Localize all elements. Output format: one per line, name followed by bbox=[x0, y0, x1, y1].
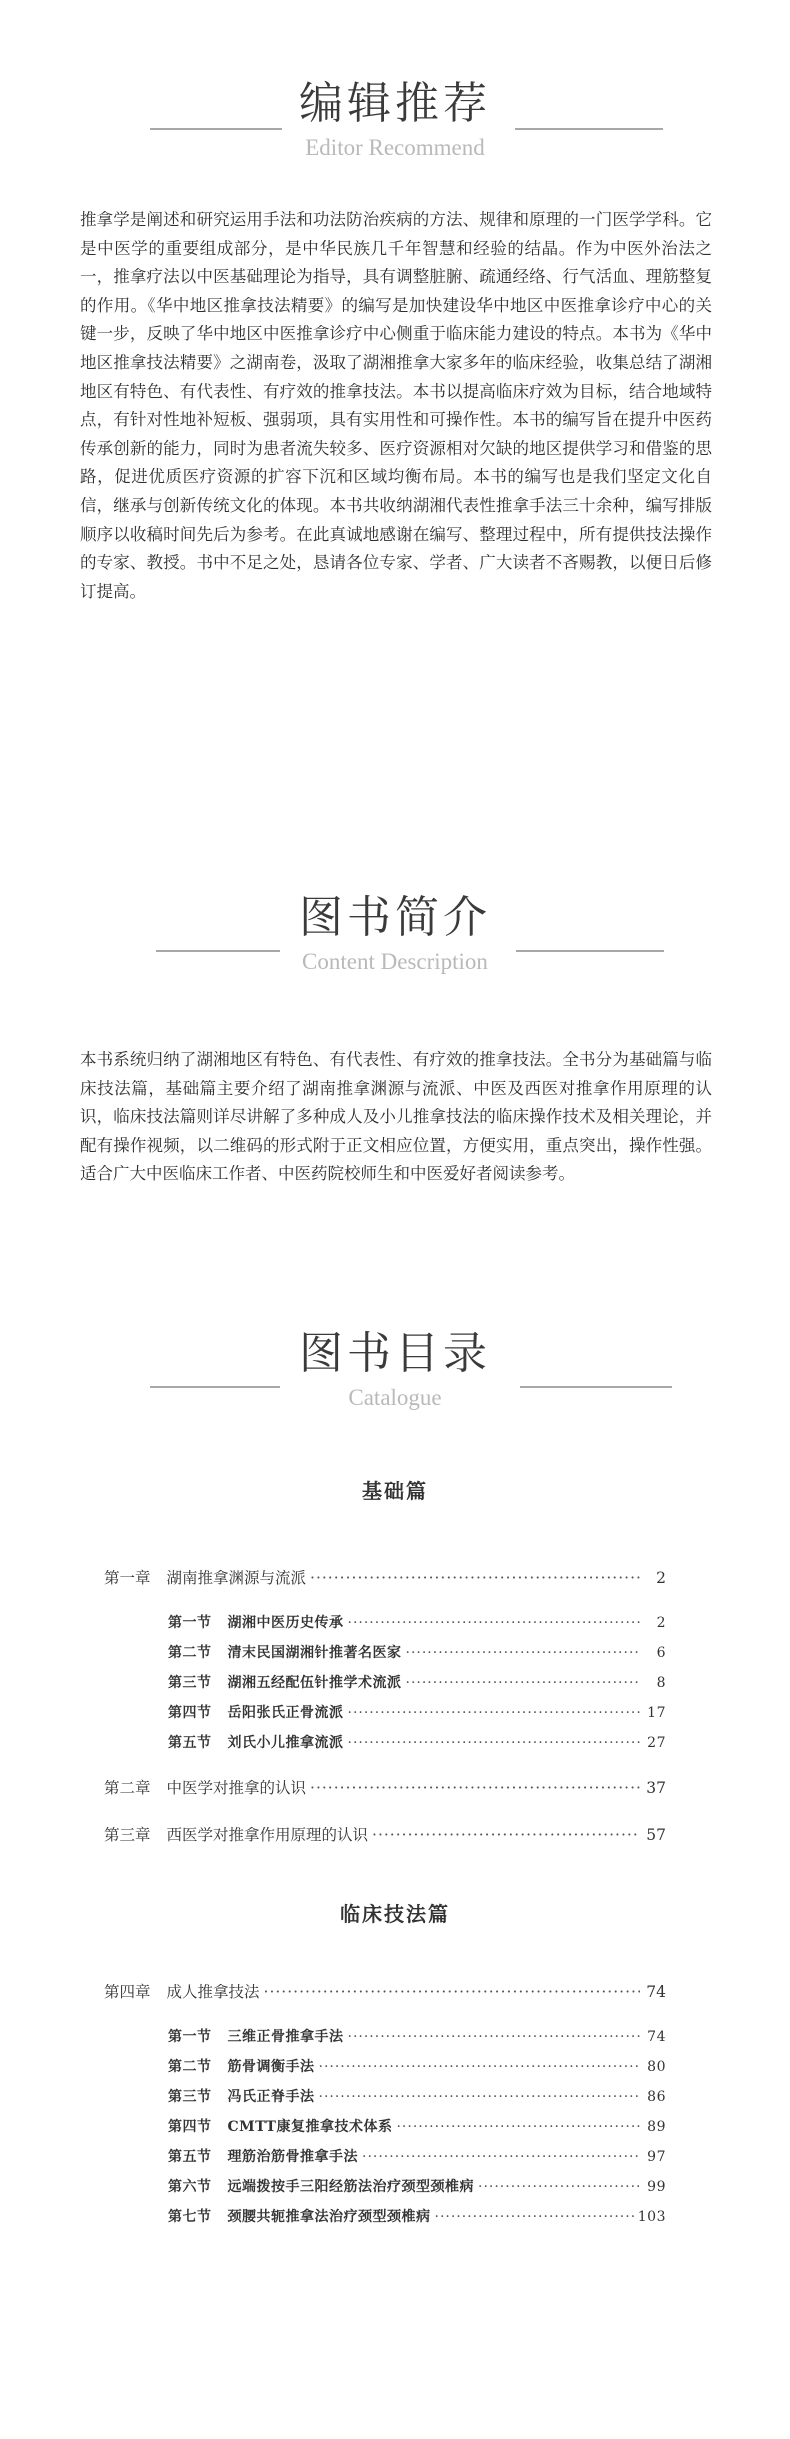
section-number: 第三节 bbox=[168, 2089, 212, 2105]
editor-recommend-subtitle: Editor Recommend bbox=[305, 135, 485, 160]
leader-dots bbox=[406, 1675, 641, 1691]
toc-section[interactable] bbox=[168, 2056, 666, 2076]
leader-dots bbox=[396, 2119, 640, 2135]
leader-dots bbox=[372, 1826, 640, 1844]
leader-dots bbox=[319, 2089, 641, 2105]
page-number: 103 bbox=[637, 2209, 666, 2225]
section-number: 第四节 bbox=[168, 1705, 212, 1721]
editor-recommend-header bbox=[0, 76, 790, 176]
toc-section[interactable] bbox=[168, 2086, 666, 2106]
page-number: 57 bbox=[646, 1826, 666, 1844]
page-number: 99 bbox=[647, 2179, 666, 2195]
page-number: 86 bbox=[647, 2089, 666, 2105]
section-title: 颈腰共轭推拿法治疗颈型颈椎病 bbox=[227, 2209, 431, 2225]
section-number: 第二节 bbox=[168, 2059, 212, 2075]
toc-section[interactable] bbox=[168, 2146, 666, 2166]
toc-chapter[interactable] bbox=[104, 1566, 666, 1588]
chapter-title: 成人推拿技法 bbox=[166, 1983, 260, 2001]
leader-dots bbox=[310, 1779, 640, 1797]
section-number: 第二节 bbox=[168, 1645, 212, 1661]
section-title: 清末民国湖湘针推著名医家 bbox=[227, 1645, 402, 1661]
page-number: 17 bbox=[647, 1705, 666, 1721]
section-number: 第四节 bbox=[168, 2119, 212, 2135]
content-description-subtitle: Content Description bbox=[302, 949, 488, 974]
section-title: 冯氏正脊手法 bbox=[227, 2089, 315, 2105]
section-title: 湖湘五经配伍针推学术流派 bbox=[227, 1675, 402, 1691]
section-title: 远端拨按手三阳经筋法治疗颈型颈椎病 bbox=[227, 2179, 474, 2195]
chapter-title: 湖南推拿渊源与流派 bbox=[166, 1569, 307, 1587]
toc-section[interactable] bbox=[168, 2176, 666, 2196]
editor-recommend-text: 推拿学是阐述和研究运用手法和功法防治疾病的方法、规律和原理的一门医学学科。它是中医学的重要组成部分，是中华民族几千年智慧和经验的结晶。作为中医外治法之一，推拿疗法以中医基础理论为指导，具有调整脏腑、疏通经络、行气活血、理筋整复的作用。《华中地区推拿技法精要》的编写是加快建设华中地区中医推拿诊疗中心的关键一步，反映了华中地区中医推拿诊疗中心侧重于临床能力建设的特点。本书为《华中地区推拿技法精要》之湖南卷，汲取了湖湘推拿大家多年的临床经验，收集总结了湖湘地区有特色、有代表性、有疗效的推拿技法。本书以提高临床疗效为目标，结合地域特点，有针对性地补短板、强弱项，具有实用性和可操作性。本书的编写旨在提升中医药传承创新的能力，同时为患者流失较多、医疗资源相对欠缺的地区提供学习和借鉴的思路，促进优质医疗资源的扩容下沉和区域均衡布局。本书的编写也是我们坚定文化自信，继承与创新传统文化的体现。本书共收纳湖湘代表性推拿手法三十余种，编写排版顺序以收稿时间先后为参考。在此真诚地感谢在编写、整理过程中，所有提供技法操作的专家、教授。书中不足之处，恳请各位专家、学者、广大读者不吝赐教，以便日后修订提高。 bbox=[80, 210, 712, 601]
chapter-title: 中医学对推拿的认识 bbox=[166, 1779, 307, 1797]
section-number: 第一节 bbox=[168, 2029, 212, 2045]
chapter-number: 第二章 bbox=[104, 1779, 151, 1797]
leader-dots bbox=[348, 1615, 641, 1631]
part-title-clinical: 临床技法篇 bbox=[340, 1902, 450, 1926]
page-number: 89 bbox=[647, 2119, 666, 2135]
leader-dots bbox=[310, 1569, 640, 1587]
page-number: 80 bbox=[647, 2059, 666, 2075]
section-title: 筋骨调衡手法 bbox=[227, 2059, 315, 2075]
section-number: 第六节 bbox=[168, 2179, 212, 2195]
page-number: 97 bbox=[647, 2149, 666, 2165]
page-number: 8 bbox=[656, 1675, 666, 1691]
section-title: 刘氏小儿推拿流派 bbox=[227, 1735, 344, 1751]
leader-dots bbox=[319, 2059, 641, 2075]
toc-chapter[interactable] bbox=[104, 1776, 666, 1798]
leader-dots bbox=[348, 1735, 641, 1751]
toc-section[interactable] bbox=[168, 2206, 666, 2226]
toc-chapter[interactable] bbox=[104, 1823, 666, 1845]
section-number: 第五节 bbox=[168, 1735, 212, 1751]
catalogue-subtitle: Catalogue bbox=[348, 1385, 442, 1410]
page-number: 74 bbox=[647, 2029, 666, 2045]
section-title: 湖湘中医历史传承 bbox=[227, 1615, 344, 1631]
toc-section[interactable] bbox=[168, 1672, 666, 1692]
leader-dots bbox=[362, 2149, 640, 2165]
part-title-basic: 基础篇 bbox=[362, 1479, 428, 1503]
page-number: 74 bbox=[646, 1983, 666, 2001]
leader-dots bbox=[435, 2209, 634, 2225]
toc-section[interactable] bbox=[168, 1732, 666, 1752]
chapter-number: 第一章 bbox=[104, 1569, 151, 1587]
toc-section[interactable] bbox=[168, 1612, 666, 1632]
content-description-title: 图书简介 bbox=[299, 892, 491, 943]
section-number: 第五节 bbox=[168, 2149, 212, 2165]
leader-dots bbox=[348, 2029, 641, 2045]
page-number: 2 bbox=[656, 1569, 666, 1587]
toc-section[interactable] bbox=[168, 1702, 666, 1722]
leader-dots bbox=[478, 2179, 640, 2195]
toc-chapter[interactable] bbox=[104, 1980, 666, 2002]
editor-recommend-title: 编辑推荐 bbox=[299, 78, 491, 129]
leader-dots bbox=[406, 1645, 641, 1661]
chapter-number: 第四章 bbox=[104, 1983, 151, 2001]
toc-section[interactable] bbox=[168, 2026, 666, 2046]
section-title: 理筋治筋骨推拿手法 bbox=[227, 2149, 358, 2165]
catalogue-header bbox=[0, 1326, 790, 1426]
toc-section[interactable] bbox=[168, 2116, 666, 2136]
page-number: 27 bbox=[647, 1735, 666, 1751]
leader-dots bbox=[264, 1983, 640, 2001]
toc-section[interactable] bbox=[168, 1642, 666, 1662]
section-title: 三维正骨推拿手法 bbox=[227, 2029, 344, 2045]
section-number: 第三节 bbox=[168, 1675, 212, 1691]
content-description-header bbox=[0, 890, 790, 990]
content-description-text: 本书系统归纳了湖湘地区有特色、有代表性、有疗效的推拿技法。全书分为基础篇与临床技法篇，基础篇主要介绍了湖南推拿渊源与流派、中医及西医对推拿作用原理的认识，临床技法篇则详尽讲解了多种成人及小儿推拿技法的临床操作技术及相关理论，并配有操作视频，以二维码的形式附于正文相应位置，方便实用，重点突出，操作性强。适合广大中医临床工作者、中医药院校师生和中医爱好者阅读参考。 bbox=[80, 1050, 712, 1184]
page-number: 2 bbox=[656, 1615, 666, 1631]
section-number: 第七节 bbox=[168, 2209, 212, 2225]
catalogue-title: 图书目录 bbox=[299, 1328, 491, 1379]
page-number: 6 bbox=[656, 1645, 666, 1661]
section-title: CMTT康复推拿技术体系 bbox=[227, 2119, 393, 2135]
section-title: 岳阳张氏正骨流派 bbox=[227, 1705, 344, 1721]
chapter-title: 西医学对推拿作用原理的认识 bbox=[166, 1826, 369, 1844]
leader-dots bbox=[348, 1705, 641, 1721]
section-number: 第一节 bbox=[168, 1615, 212, 1631]
page-number: 37 bbox=[646, 1779, 666, 1797]
chapter-number: 第三章 bbox=[104, 1826, 151, 1844]
